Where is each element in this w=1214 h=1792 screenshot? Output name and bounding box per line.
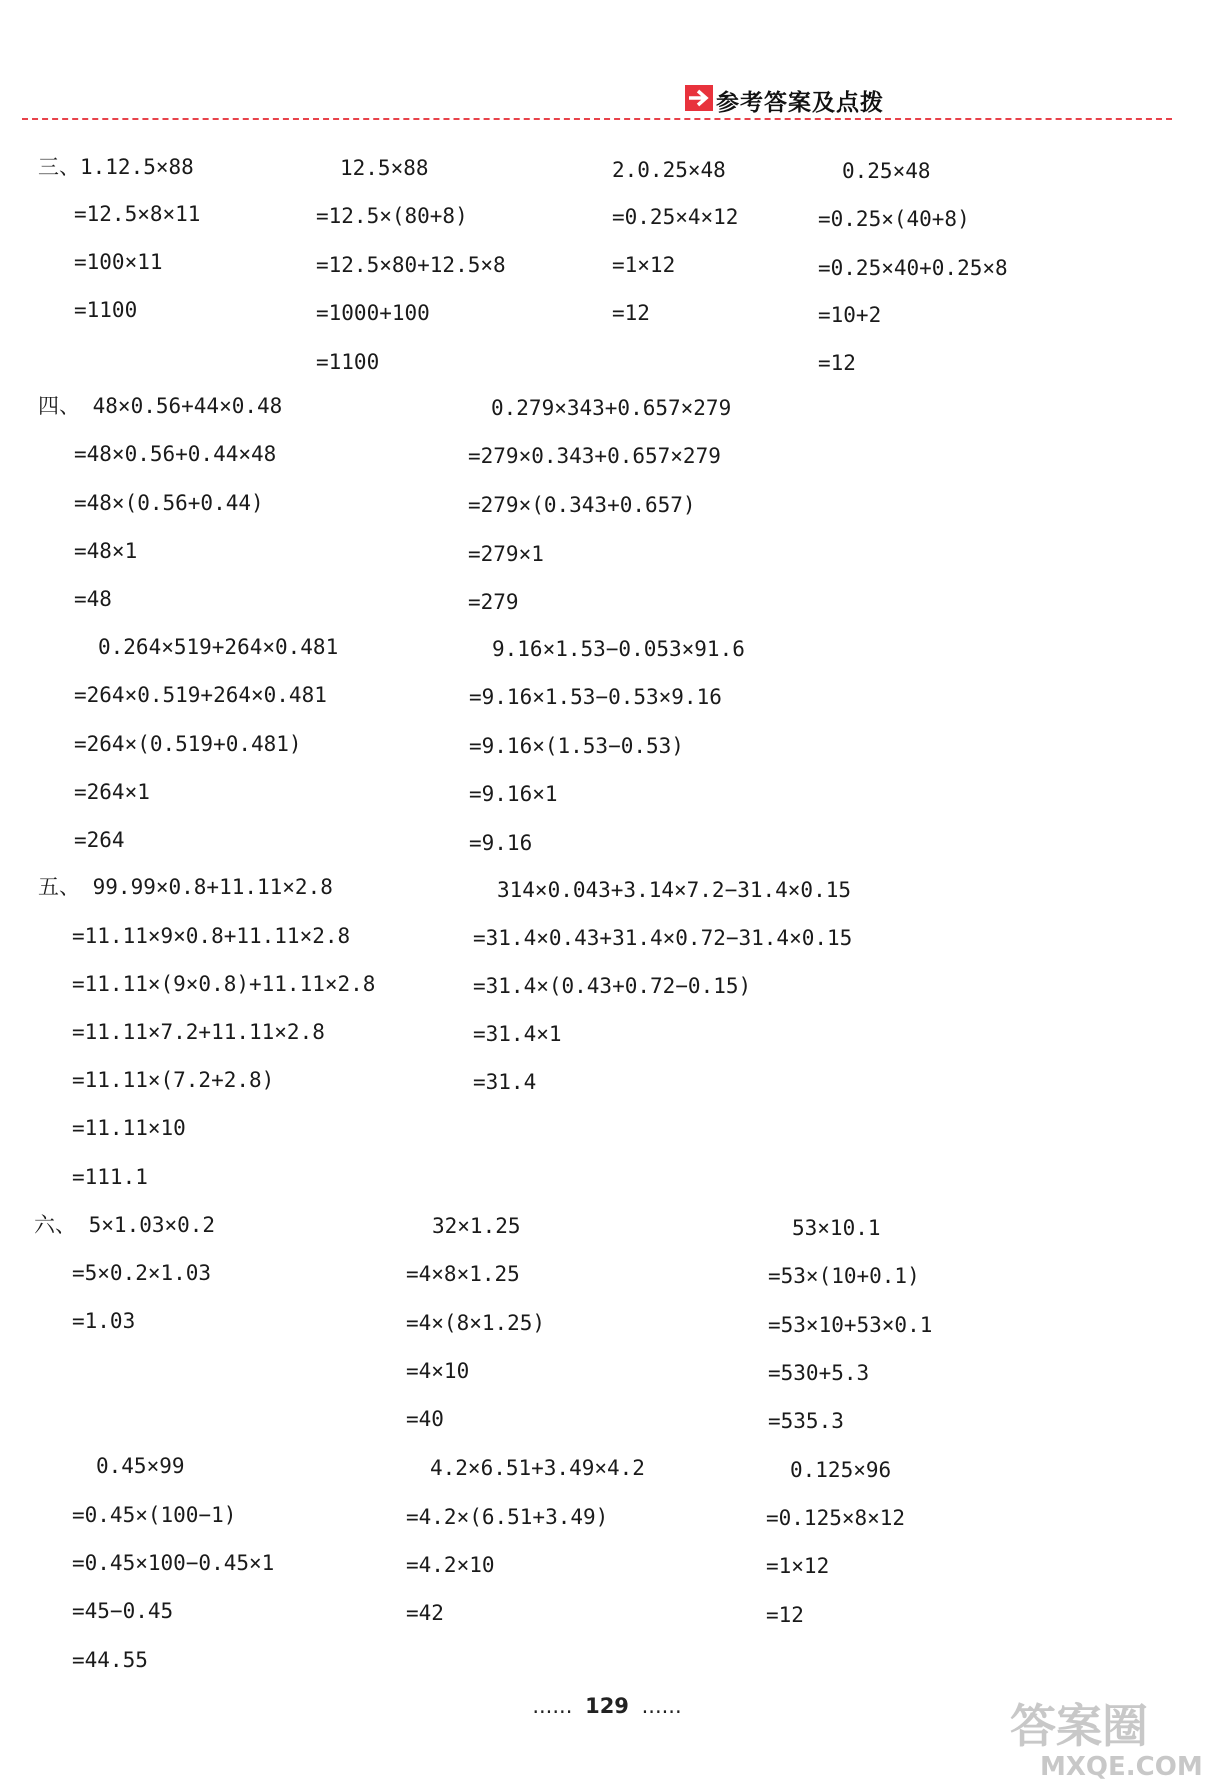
answer-line: =530+5.3 <box>768 1361 870 1385</box>
answer-line: 314×0.043+3.14×7.2−31.4×0.15 <box>497 878 852 902</box>
answer-line: =11.11×10 <box>72 1116 186 1140</box>
page-header-title: 参考答案及点拨 <box>716 90 884 116</box>
answer-line: 0.45×99 <box>96 1454 185 1478</box>
answer-line: =9.16 <box>469 831 533 855</box>
answer-line: =31.4 <box>473 1070 537 1094</box>
answer-line: =279×1 <box>468 542 544 566</box>
answer-line: =40 <box>406 1407 444 1431</box>
answer-line: =0.45×100−0.45×1 <box>72 1551 275 1575</box>
answer-line: 0.279×343+0.657×279 <box>491 396 732 420</box>
answer-line: =0.25×40+0.25×8 <box>818 256 1008 280</box>
answer-line: =12.5×80+12.5×8 <box>316 253 506 277</box>
answer-line: =48×1 <box>74 539 138 563</box>
answer-line: =0.125×8×12 <box>766 1506 906 1530</box>
answer-line: 四、 48×0.56+44×0.48 <box>38 394 283 418</box>
arrow-icon <box>685 85 713 111</box>
answer-line: =1×12 <box>612 253 676 277</box>
answer-line: =31.4×1 <box>473 1022 562 1046</box>
answer-line: =4×10 <box>406 1359 470 1383</box>
answer-line: 0.264×519+264×0.481 <box>98 635 339 659</box>
answer-line: =53×10+53×0.1 <box>768 1313 933 1337</box>
answer-line: =31.4×0.43+31.4×0.72−31.4×0.15 <box>473 926 853 950</box>
answer-line: =12.5×8×11 <box>74 202 201 226</box>
answer-line: =12 <box>818 351 856 375</box>
answer-line: =279×(0.343+0.657) <box>468 493 696 517</box>
answer-line: =9.16×1.53−0.53×9.16 <box>469 685 722 709</box>
answer-line: =4×(8×1.25) <box>406 1311 546 1335</box>
answer-line: =12.5×(80+8) <box>316 204 468 228</box>
answer-line: =100×11 <box>74 250 163 274</box>
watermark-logo: 答案圈 <box>1010 1699 1148 1753</box>
answer-line: 五、 99.99×0.8+11.11×2.8 <box>38 875 333 899</box>
answer-line: 9.16×1.53−0.053×91.6 <box>492 637 745 661</box>
answer-line: 4.2×6.51+3.49×4.2 <box>430 1456 645 1480</box>
answer-line: =11.11×(9×0.8)+11.11×2.8 <box>72 972 376 996</box>
page-number: 129 <box>585 1694 629 1718</box>
answer-line: =9.16×(1.53−0.53) <box>469 734 684 758</box>
answer-line: =45−0.45 <box>72 1599 174 1623</box>
answer-line: =48×0.56+0.44×48 <box>74 442 277 466</box>
answer-line: 0.25×48 <box>842 159 931 183</box>
answer-line: =11.11×9×0.8+11.11×2.8 <box>72 924 351 948</box>
answer-line: =0.45×(100−1) <box>72 1503 237 1527</box>
answer-line: =4.2×(6.51+3.49) <box>406 1505 609 1529</box>
answer-line: =111.1 <box>72 1165 148 1189</box>
answer-line: =279×0.343+0.657×279 <box>468 444 721 468</box>
answer-line: =44.55 <box>72 1648 148 1672</box>
answer-line: =1×12 <box>766 1554 830 1578</box>
answer-line: =12 <box>766 1603 804 1627</box>
watermark-url: MXQE.COM <box>1040 1752 1203 1782</box>
answer-line: =264×1 <box>74 780 150 804</box>
answer-line: =31.4×(0.43+0.72−0.15) <box>473 974 752 998</box>
answer-line: =1100 <box>74 298 138 322</box>
footer-dots-right: ...... <box>641 1694 682 1718</box>
answer-line: =5×0.2×1.03 <box>72 1261 212 1285</box>
answer-line: =0.25×4×12 <box>612 205 739 229</box>
answer-line: =264×(0.519+0.481) <box>74 732 302 756</box>
answer-line: =9.16×1 <box>469 782 558 806</box>
answer-line: =10+2 <box>818 303 882 327</box>
answer-line: =535.3 <box>768 1409 844 1433</box>
header-divider <box>22 118 1172 120</box>
answer-line: 六、 5×1.03×0.2 <box>34 1213 216 1237</box>
answer-line: =48 <box>74 587 112 611</box>
answer-line: =4×8×1.25 <box>406 1262 520 1286</box>
answer-line: =11.11×(7.2+2.8) <box>72 1068 275 1092</box>
answer-line: =264×0.519+264×0.481 <box>74 683 327 707</box>
footer-dots-left: ...... <box>532 1694 573 1718</box>
answer-line: =11.11×7.2+11.11×2.8 <box>72 1020 325 1044</box>
answer-line: 三、1.12.5×88 <box>38 155 194 179</box>
answer-line: =1100 <box>316 350 380 374</box>
answer-line: 2.0.25×48 <box>612 158 726 182</box>
answer-line: 0.125×96 <box>790 1458 892 1482</box>
answer-line: =48×(0.56+0.44) <box>74 491 264 515</box>
answer-line: =279 <box>468 590 519 614</box>
answer-line: =1000+100 <box>316 301 430 325</box>
answer-line: =53×(10+0.1) <box>768 1264 920 1288</box>
answer-line: =264 <box>74 828 125 852</box>
answer-line: =1.03 <box>72 1309 136 1333</box>
answer-line: 32×1.25 <box>432 1214 521 1238</box>
answer-line: =12 <box>612 301 650 325</box>
answer-line: =0.25×(40+8) <box>818 207 970 231</box>
answer-line: =4.2×10 <box>406 1553 495 1577</box>
answer-line: =42 <box>406 1601 444 1625</box>
answer-line: 53×10.1 <box>792 1216 881 1240</box>
answer-line: 12.5×88 <box>340 156 429 180</box>
